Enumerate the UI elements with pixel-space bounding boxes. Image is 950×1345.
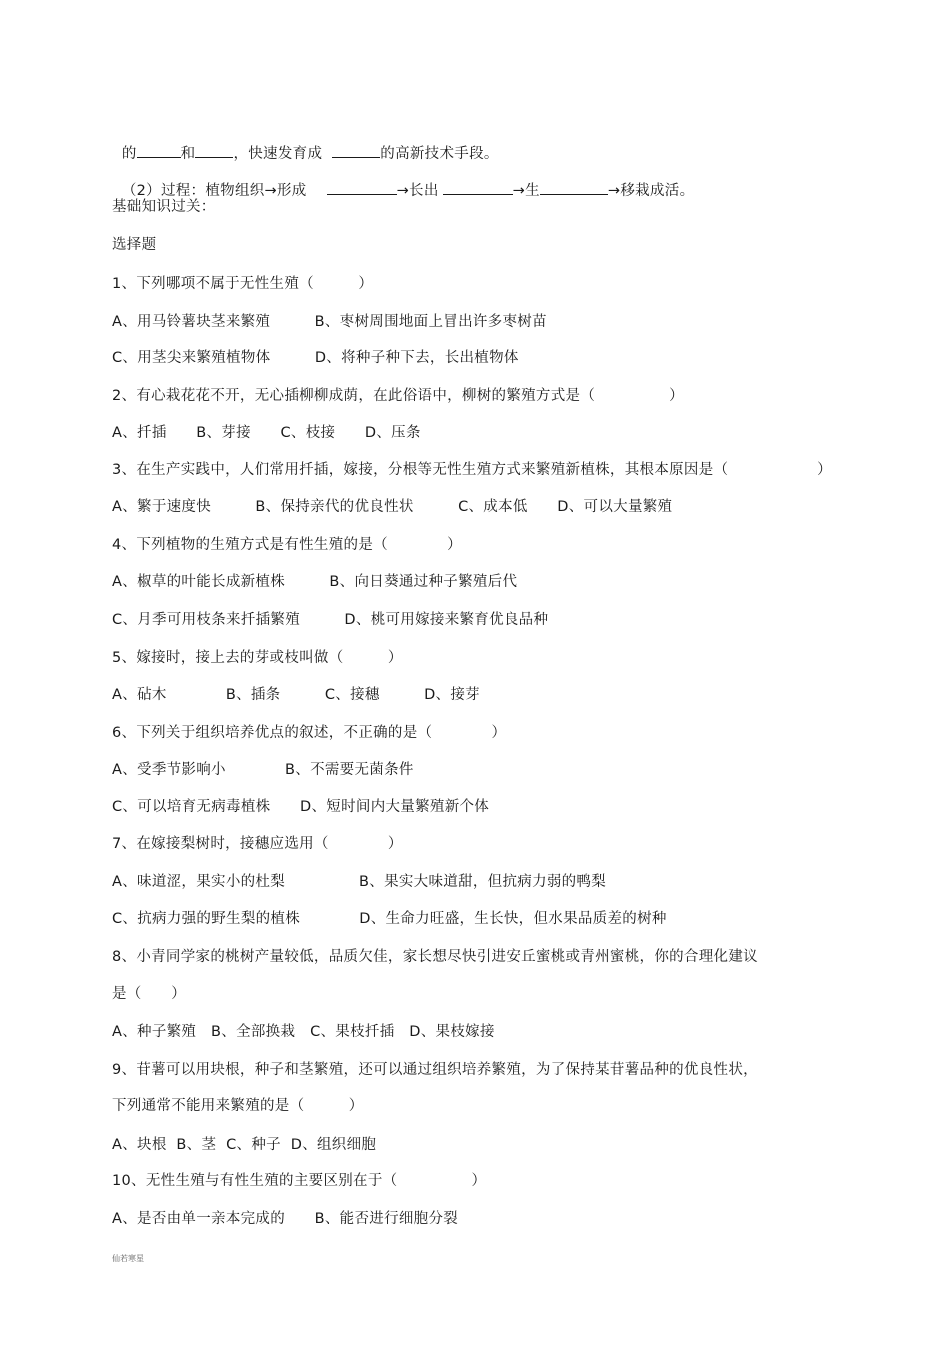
text-segment: 的高新技术手段。 (380, 146, 499, 162)
question-1-options-ab: A、用马铃薯块茎来繁殖 B、枣树周围地面上冒出许多枣树苗 (112, 314, 547, 330)
question-6: 6、下列关于组织培养优点的叙述，不正确的是（ ） (112, 725, 507, 741)
answer-blank[interactable] (540, 179, 608, 195)
fill-in-line-2 (112, 159, 694, 201)
question-1: 1、下列哪项不属于无性生殖（ ） (112, 276, 374, 292)
question-8-line-2: 是（ ） (112, 986, 186, 1002)
fill-in-line-1 (112, 122, 499, 164)
question-8-options: A、种子繁殖 B、全部换栽 C、果枝扦插 D、果枝嫁接 (112, 1024, 495, 1040)
question-4-options-cd: C、月季可用枝条来扦插繁殖 D、桃可用嫁接来繁育优良品种 (112, 612, 549, 628)
question-9-line-2: 下列通常不能用来繁殖的是（ ） (112, 1098, 364, 1114)
question-7: 7、在嫁接梨树时，接穗应选用（ ） (112, 836, 403, 852)
answer-blank[interactable] (443, 179, 513, 195)
question-1-options-cd: C、用茎尖来繁殖植物体 D、将种子种下去，长出植物体 (112, 350, 519, 366)
question-4-options-ab: A、椒草的叶能长成新植株 B、向日葵通过种子繁殖后代 (112, 574, 518, 590)
question-6-options-cd: C、可以培育无病毒植株 D、短时间内大量繁殖新个体 (112, 799, 490, 815)
question-3: 3、在生产实践中，人们常用扦插，嫁接，分根等无性生殖方式来繁殖新植株，其根本原因是（ ） (112, 462, 832, 478)
question-9-line-1: 9、苷薯可以用块根，种子和茎繁殖，还可以通过组织培养繁殖，为了保持某苷薯品种的优良性状， (112, 1062, 758, 1078)
text-segment: ，快速发育成 (233, 146, 323, 162)
text-segment: →长出 (396, 183, 439, 199)
question-7-options-cd: C、抗病力强的野生梨的植株 D、生命力旺盛，生长快，但水果品质差的树种 (112, 911, 667, 927)
question-9-options: A、块根 B、茎 C、种子 D、组织细胞 (112, 1137, 377, 1153)
question-4: 4、下列植物的生殖方式是有性生殖的是（ ） (112, 537, 462, 553)
question-10-options-ab: A、是否由单一亲本完成的 B、能否进行细胞分裂 (112, 1211, 459, 1227)
answer-blank[interactable] (327, 179, 397, 195)
answer-blank[interactable] (137, 142, 181, 158)
text-segment: 和 (180, 146, 196, 162)
text-segment: 的 (121, 146, 137, 162)
answer-blank[interactable] (332, 142, 380, 158)
question-8-line-1: 8、小青同学家的桃树产量较低，品质欠佳，家长想尽快引进安丘蜜桃或青州蜜桃，你的合理化建议 (112, 949, 758, 965)
page-footer: 仙若寒星 (112, 1254, 144, 1263)
answer-blank[interactable] (195, 142, 233, 158)
question-5-options: A、砧木 B、插条 C、接穗 D、接芽 (112, 687, 480, 703)
question-3-options: A、繁于速度快 B、保持亲代的优良性状 C、成本低 D、可以大量繁殖 (112, 499, 673, 515)
question-6-options-ab: A、受季节影响小 B、不需要无菌条件 (112, 762, 414, 778)
text-segment: →生 (512, 183, 540, 199)
section-heading: 基础知识过关： (112, 199, 216, 215)
text-segment: →移栽成活。 (607, 183, 695, 199)
question-2: 2、有心栽花花不开，无心插柳柳成荫，在此俗语中，柳树的繁殖方式是（ ） (112, 388, 684, 404)
question-5: 5、嫁接时，接上去的芽或枝叫做（ ） (112, 650, 403, 666)
question-7-options-ab: A、味道涩，果实小的杜梨 B、果实大味道甜，但抗病力弱的鸭梨 (112, 874, 607, 890)
text-segment: （2）过程：植物组织→形成 (121, 183, 307, 199)
section-title: 选择题 (112, 237, 157, 253)
question-2-options: A、扦插 B、芽接 C、枝接 D、压条 (112, 425, 421, 441)
question-10: 10、无性生殖与有性生殖的主要区别在于（ ） (112, 1173, 487, 1189)
